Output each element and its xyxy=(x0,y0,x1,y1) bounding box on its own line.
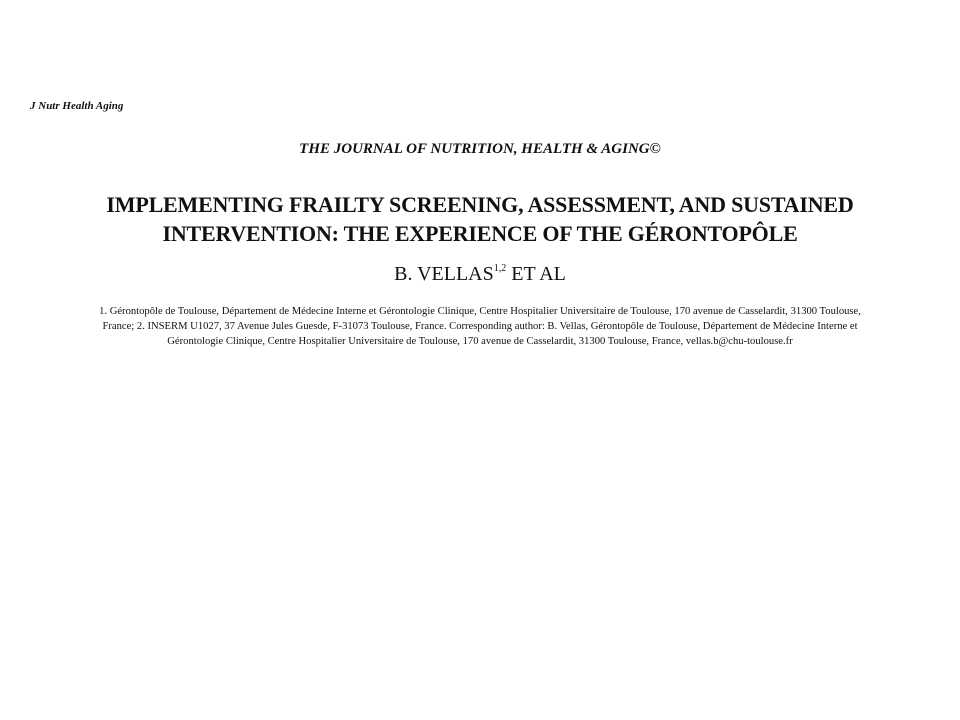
journal-name: THE JOURNAL OF NUTRITION, HEALTH & AGING© xyxy=(299,141,661,157)
journal-abbreviation: J Nutr Health Aging xyxy=(30,100,124,112)
author-affiliation-marks: 1,2 xyxy=(493,263,507,274)
author-suffix: ET AL xyxy=(506,263,566,285)
affiliation-line-3: Gérontologie Clinique, Centre Hospitalier Universitaire de Toulouse, 170 avenue de Casselardit, 31300 Toulouse, France, vellas.b@chu-toulouse.fr xyxy=(167,336,793,347)
affiliation-line-2: France; 2. INSERM U1027, 37 Avenue Jules Guesde, F-31073 Toulouse, France. Corresponding author: B. Vellas, Gérontopôle de Toulouse, Département de Médecine Interne et xyxy=(102,321,858,332)
article-title-line-1: IMPLEMENTING FRAILTY SCREENING, ASSESSMENT, AND SUSTAINED xyxy=(106,192,854,217)
affiliation-block xyxy=(40,304,920,349)
article-title-line-2: INTERVENTION: THE EXPERIENCE OF THE GÉRONTOPÔLE xyxy=(162,221,798,246)
affiliation-line-1: 1. Gérontopôle de Toulouse, Département de Médecine Interne et Gérontologie Clinique, Centre Hospitalier Universitaire de Toulouse, 170 avenue de Casselardit, 31300 Toulouse, xyxy=(99,306,861,317)
article-title xyxy=(40,190,920,248)
author-line xyxy=(0,262,960,286)
author-name: B. VELLAS xyxy=(394,263,494,285)
